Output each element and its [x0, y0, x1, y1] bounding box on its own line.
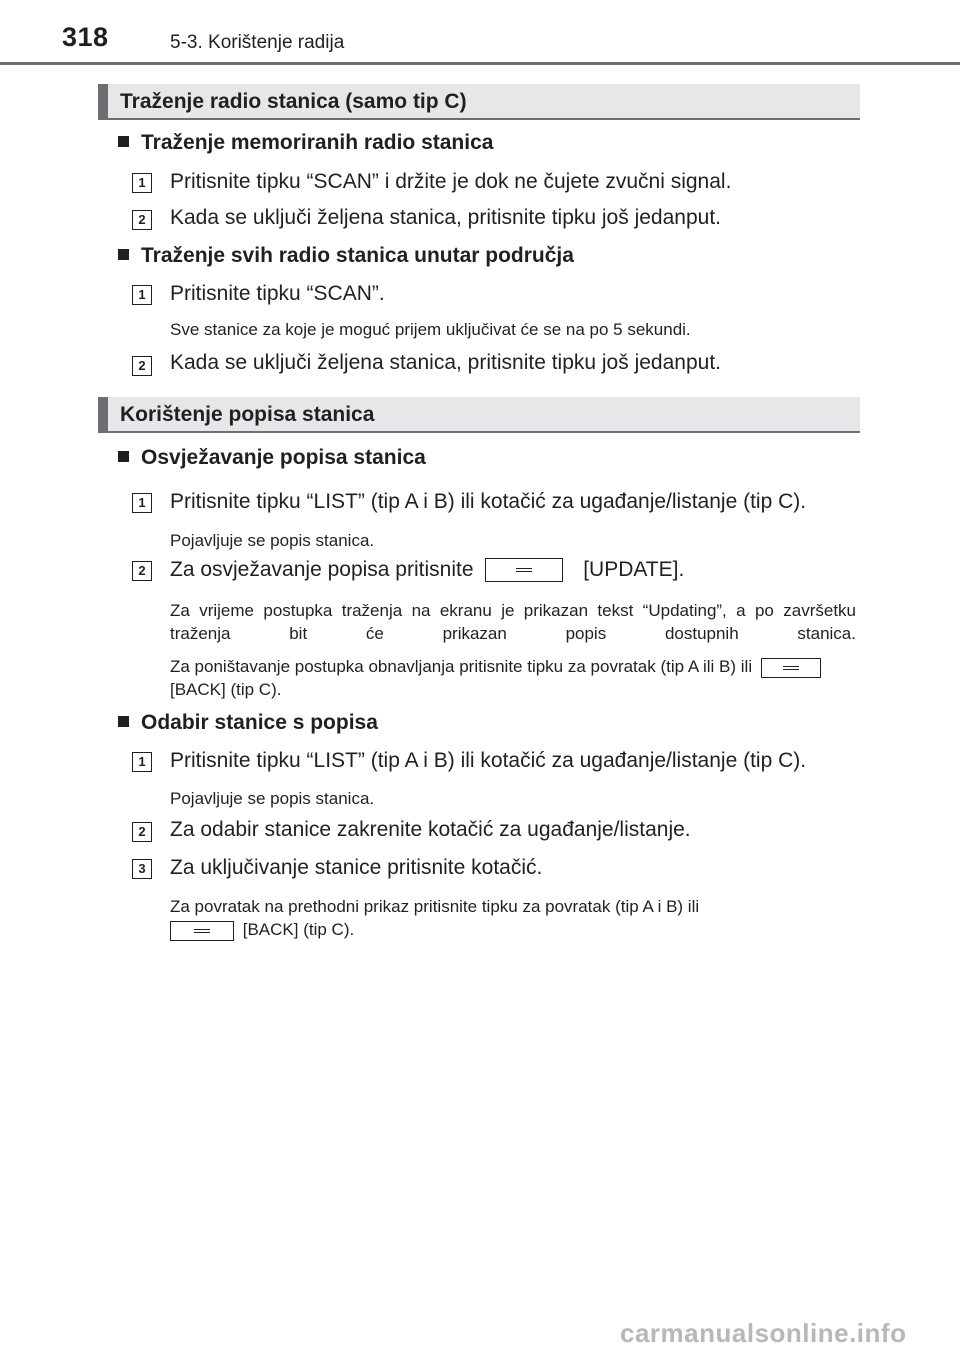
update-screen-button-icon — [485, 558, 563, 582]
step-text: Za uključivanje stanice pritisnite kotačić. — [170, 856, 543, 879]
step-number-badge: 2 — [132, 822, 152, 842]
page-number: 318 — [62, 22, 109, 52]
step-number-badge: 2 — [132, 210, 152, 230]
step-note: Za povratak na prethodni prikaz pritisnite tipku za povratak (tip A i B) ili [BACK] (tip C). — [170, 897, 700, 939]
step-text: Za osvježavanje popisa pritisnite [UPDATE]. — [170, 558, 685, 581]
bullet-square-icon — [118, 716, 129, 727]
step-text: Pritisnite tipku “LIST” (tip A i B) ili kotačić za ugađanje/listanje (tip C). — [170, 490, 807, 513]
back-screen-button-icon — [761, 658, 821, 678]
header-divider — [0, 62, 960, 65]
step-note: Za vrijeme postupka traženja na ekranu je prikazan tekst “Updating”, a po završetku traženja bit će prikazan popis dostupnih stanica. — [170, 601, 856, 643]
step-text: Za odabir stanice zakrenite kotačić za ugađanje/listanje. — [170, 818, 691, 841]
bullet-square-icon — [118, 249, 129, 260]
step-text: Pritisnite tipku “LIST” (tip A i B) ili kotačić za ugađanje/listanje (tip C). — [170, 749, 807, 772]
step-note: Pojavljuje se popis stanica. — [170, 789, 375, 808]
step-text: Kada se uključi željena stanica, pritisnite tipku još jedanput. — [170, 206, 721, 229]
step-note: Sve stanice za koje je moguć prijem uključivat će se na po 5 sekundi. — [170, 320, 691, 339]
step-number-badge: 1 — [132, 173, 152, 193]
subsection-heading: Osvježavanje popisa stanica — [118, 446, 426, 470]
step-number-badge: 2 — [132, 356, 152, 376]
bullet-square-icon — [118, 451, 129, 462]
step-note: Za poništavanje postupka obnavljanja pritisnite tipku za povratak (tip A ili B) ili [BACK] (tip C). — [170, 655, 856, 701]
subsection-heading: Odabir stanice s popisa — [118, 711, 378, 735]
step-number-badge: 1 — [132, 493, 152, 513]
step-number-badge: 2 — [132, 561, 152, 581]
chapter-title: 5-3. Korištenje radija — [170, 32, 345, 53]
step-number-badge: 1 — [132, 752, 152, 772]
subsection-heading: Traženje svih radio stanica unutar područja — [118, 244, 574, 268]
step-note: Pojavljuje se popis stanica. — [170, 531, 375, 550]
watermark: carmanualsonline.info — [620, 1318, 907, 1348]
back-screen-button-icon — [170, 921, 234, 941]
bullet-square-icon — [118, 136, 129, 147]
step-text: Pritisnite tipku “SCAN”. — [170, 282, 385, 305]
section-heading: Traženje radio stanica (samo tip C) — [98, 84, 860, 120]
step-number-badge: 1 — [132, 285, 152, 305]
step-number-badge: 3 — [132, 859, 152, 879]
subsection-heading: Traženje memoriranih radio stanica — [118, 131, 493, 155]
step-text: Pritisnite tipku “SCAN” i držite je dok ne čujete zvučni signal. — [170, 170, 732, 193]
step-text: Kada se uključi željena stanica, pritisnite tipku još jedanput. — [170, 351, 721, 374]
section-heading: Korištenje popisa stanica — [98, 397, 860, 433]
